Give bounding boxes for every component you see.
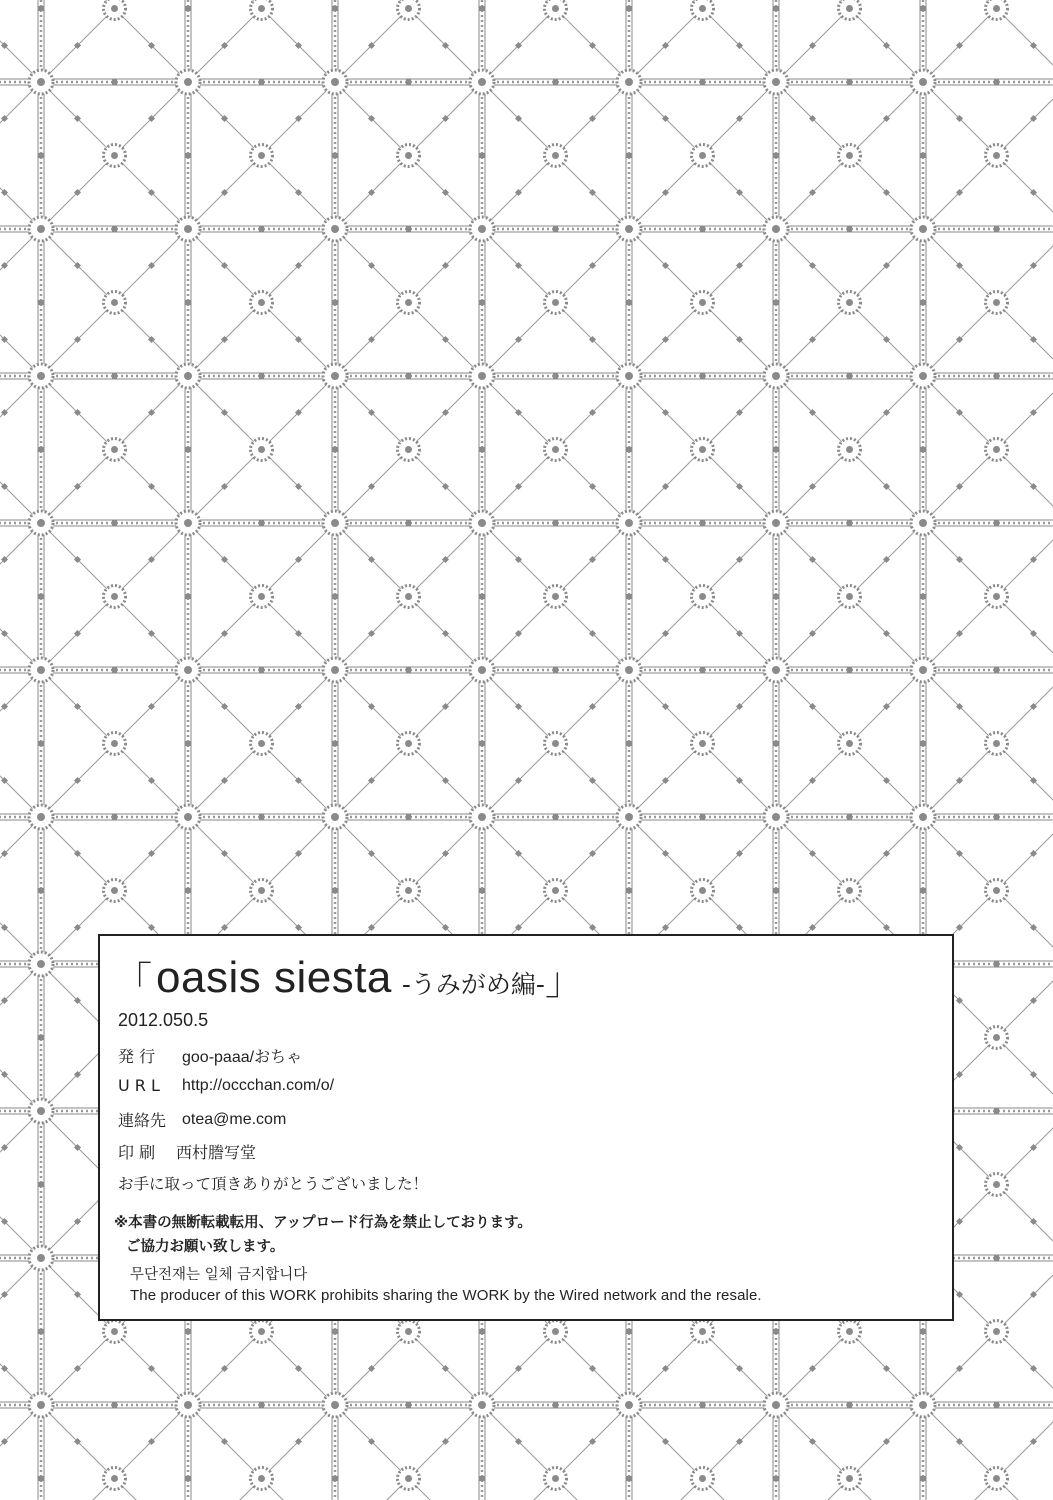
thanks-message: お手に取って頂きありがとうございました！: [118, 1175, 429, 1193]
url-row: [118, 1076, 334, 1095]
publication-date: 2012.050.5: [118, 1010, 209, 1030]
publisher-label: 発 行: [118, 1047, 156, 1066]
notice-english: The producer of this WORK prohibits sharing the WORK by the Wired network and the resale.: [130, 1287, 762, 1304]
notice-japanese-line2: ご協力お願い致します。: [126, 1239, 285, 1255]
contact-label: 連絡先: [118, 1111, 167, 1130]
title-close-bracket: 」: [544, 959, 583, 1003]
title-main-text: oasis siesta: [156, 953, 392, 1002]
title-open-bracket: 「: [114, 959, 153, 1003]
printer-row: [118, 1140, 256, 1163]
url-value: http://occchan.com/o/: [182, 1076, 335, 1094]
title-subtitle: -うみがめ編-: [401, 970, 545, 999]
contact-row: [118, 1108, 286, 1131]
notice-japanese-line1: ※本書の無断転載転用、アップロード行為を禁止しております。: [114, 1215, 532, 1231]
printer-value: 西村謄写堂: [176, 1145, 257, 1162]
contact-value: otea@me.com: [182, 1110, 287, 1128]
printer-label: 印 刷: [118, 1143, 156, 1162]
notice-korean: 무단전재는 일체 금지합니다: [130, 1267, 308, 1283]
publisher-value: goo-paaa/おちゃ: [182, 1049, 303, 1066]
book-title: [114, 948, 583, 1003]
colophon-box: [98, 934, 954, 1321]
publisher-row: [118, 1044, 302, 1067]
url-label: U R L: [118, 1076, 160, 1095]
